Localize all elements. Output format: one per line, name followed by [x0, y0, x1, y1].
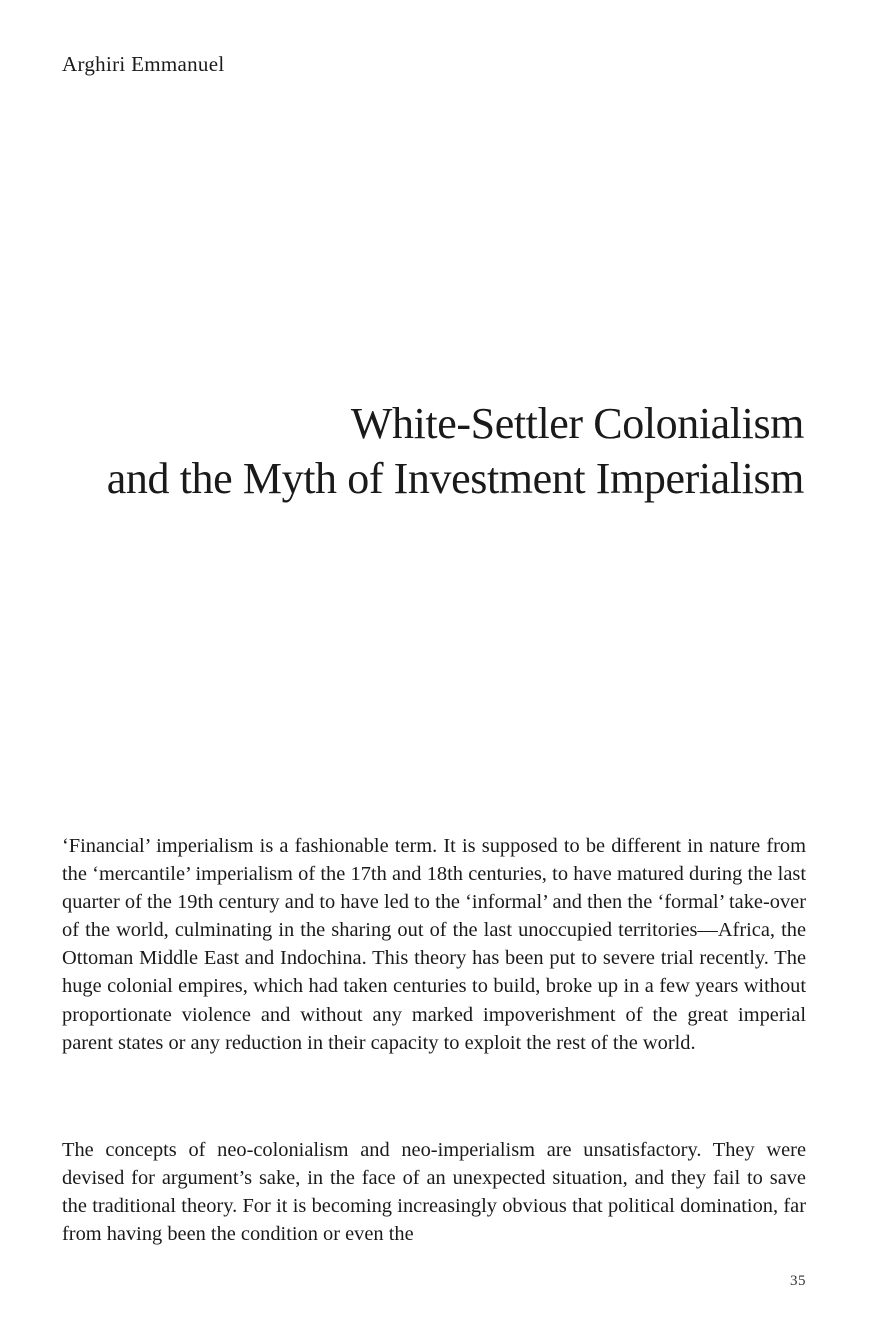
body-paragraph-2: The concepts of neo-colonialism and neo-imperialism are unsatisfactory. They were devised for argument’s sake, in the face of an unexpected situation, and they fail to save the traditional theory. For it is becoming increasingly obvious that political domination, far from having been the condition or even the [62, 1139, 806, 1246]
author-name: Arghiri Emmanuel [62, 52, 225, 76]
title-line-2: and the Myth of Investment Imperialism [106, 454, 804, 503]
body-paragraph-1: ‘Financial’ imperialism is a fashionable term. It is supposed to be different in nature from the ‘mercantile’ imperialism of the 17th and 18th centuries, to have matured during the last quarter of the 19th century and to have led to the ‘informal’ and then the ‘formal’ take-over of the world, culminating in the sharing out of the last unoccupied territories—Africa, the Ottoman Middle East and Indochina. This theory has been put to severe trial recently. The huge colonial empires, which had taken centuries to build, broke up in a few years without proportionate violence and without any marked impoverishment of the great imperial parent states or any reduction in their capacity to exploit the rest of the world. [62, 835, 806, 1054]
page-number: 35 [790, 1273, 806, 1289]
title-line-1: White-Settler Colonialism [350, 399, 804, 448]
article-title [44, 396, 804, 506]
